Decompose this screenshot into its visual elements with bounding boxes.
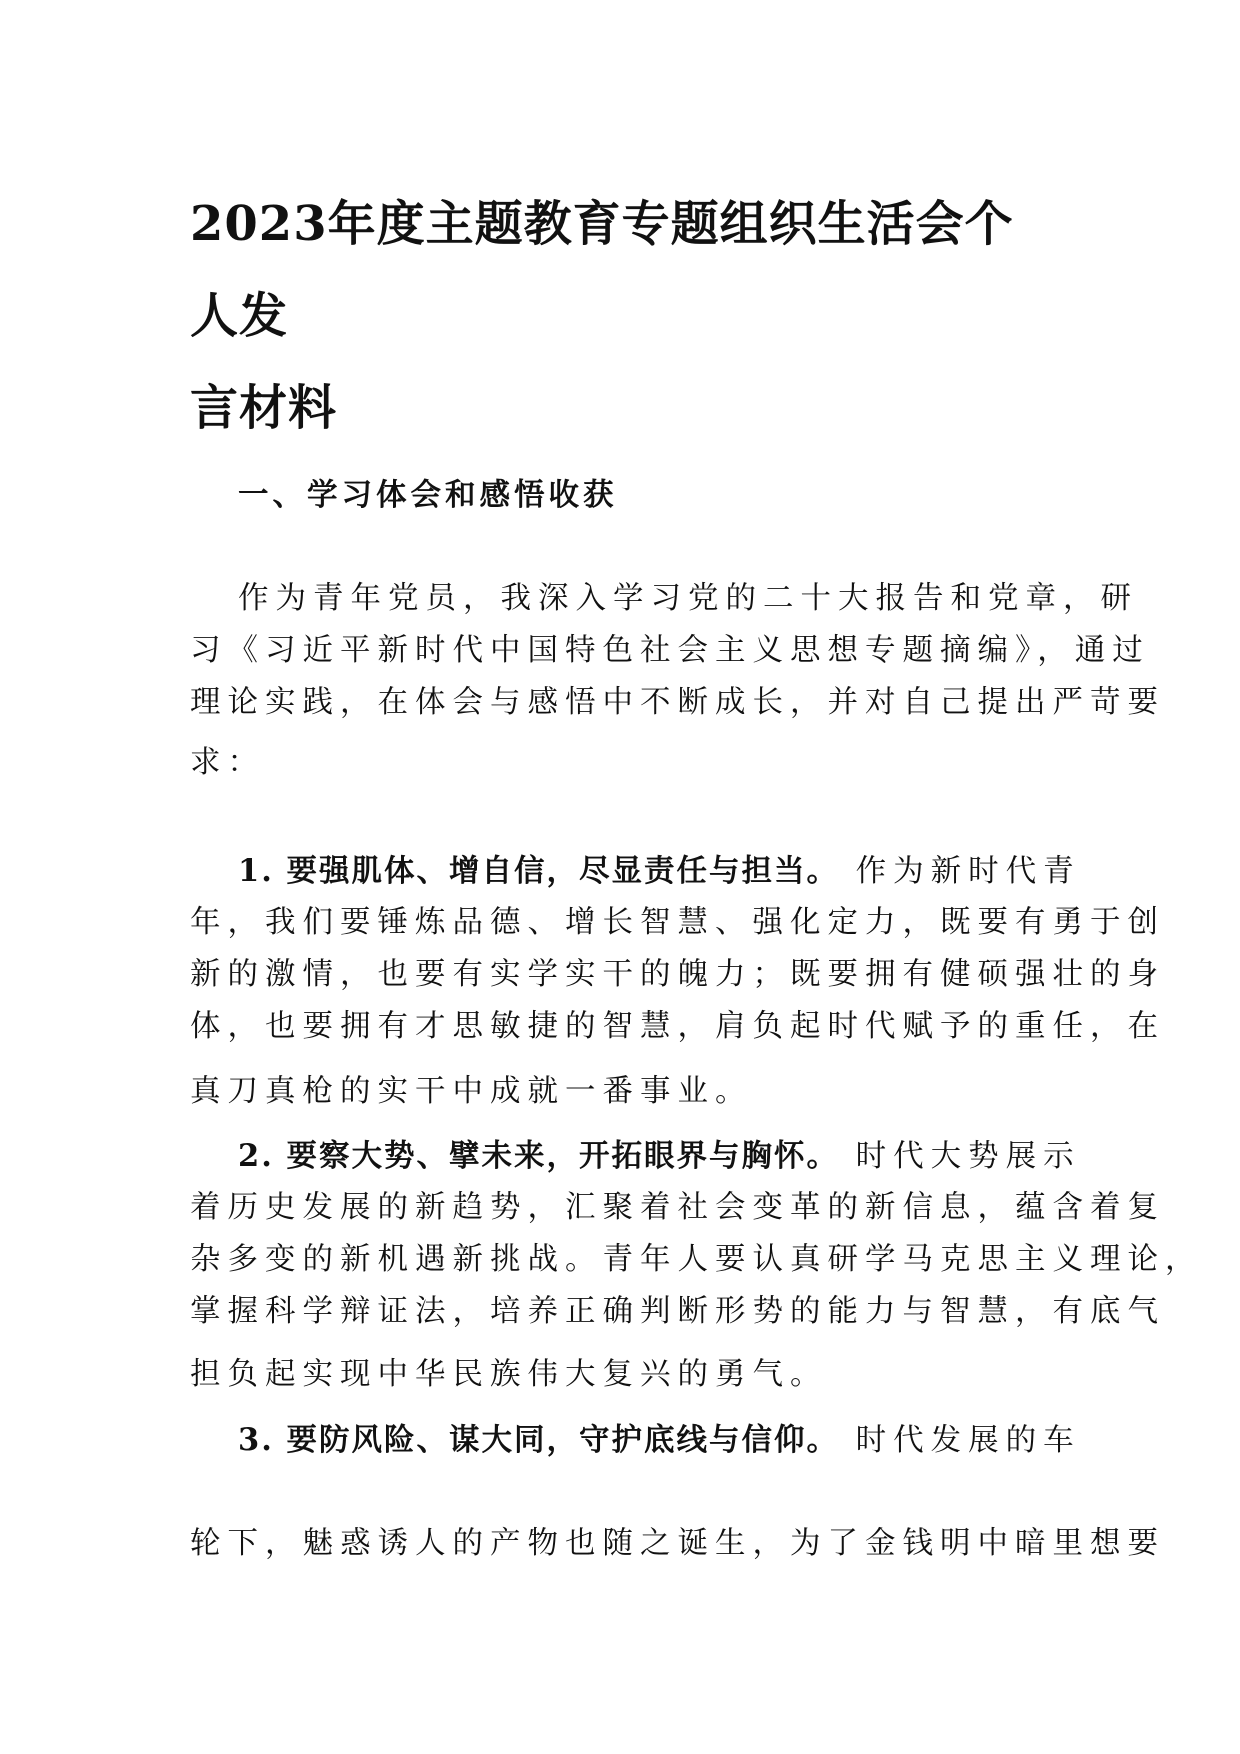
- point-3-first-line: [238, 1420, 1081, 1461]
- intro-line: 求：: [190, 745, 265, 780]
- point-2-line: 杂多变的新机遇新挑战。青年人要认真研学马克思主义理论，: [190, 1242, 1203, 1277]
- point-3-heading: 3. 要防风险、谋大同，守护底线与信仰。: [238, 1422, 839, 1458]
- point-1-line: 新的激情，也要有实学实干的魄力；既要拥有健硕强壮的身: [190, 957, 1165, 992]
- point-3-text: 时代发展的车: [855, 1423, 1081, 1458]
- document-title: [190, 178, 1050, 454]
- point-1-first-line: [238, 851, 1081, 892]
- title-line-1: 2023年度主题教育专题组织生活会个人发: [190, 196, 1014, 344]
- point-3-line: 轮下，魅惑诱人的产物也随之诞生，为了金钱明中暗里想要: [190, 1526, 1165, 1561]
- intro-line: 习《习近平新时代中国特色社会主义思想专题摘编》，通过: [190, 633, 1150, 668]
- intro-line: 作为青年党员，我深入学习党的二十大报告和党章，研: [238, 581, 1138, 616]
- point-2-heading: 2. 要察大势、擘未来，开拓眼界与胸怀。: [238, 1138, 839, 1174]
- point-2-first-line: [238, 1136, 1081, 1177]
- point-2-line: 担负起实现中华民族伟大复兴的勇气。: [190, 1357, 828, 1392]
- point-1-text: 作为新时代青: [855, 854, 1081, 889]
- point-2-text: 时代大势展示: [855, 1139, 1081, 1174]
- point-1-heading: 1. 要强肌体、增自信，尽显责任与担当。: [238, 853, 839, 889]
- point-1-line: 真刀真枪的实干中成就一番事业。: [190, 1074, 753, 1109]
- point-2-line: 着历史发展的新趋势，汇聚着社会变革的新信息，蕴含着复: [190, 1190, 1165, 1225]
- point-2-line: 掌握科学辩证法，培养正确判断形势的能力与智慧，有底气: [190, 1294, 1165, 1329]
- section-heading: 一、学习体会和感悟收获: [238, 477, 618, 513]
- title-line-2: 言材料: [190, 380, 338, 436]
- point-1-line: 体，也要拥有才思敏捷的智慧，肩负起时代赋予的重任，在: [190, 1009, 1165, 1044]
- intro-line: 理论实践，在体会与感悟中不断成长，并对自己提出严苛要: [190, 685, 1165, 720]
- point-1-line: 年，我们要锤炼品德、增长智慧、强化定力，既要有勇于创: [190, 905, 1165, 940]
